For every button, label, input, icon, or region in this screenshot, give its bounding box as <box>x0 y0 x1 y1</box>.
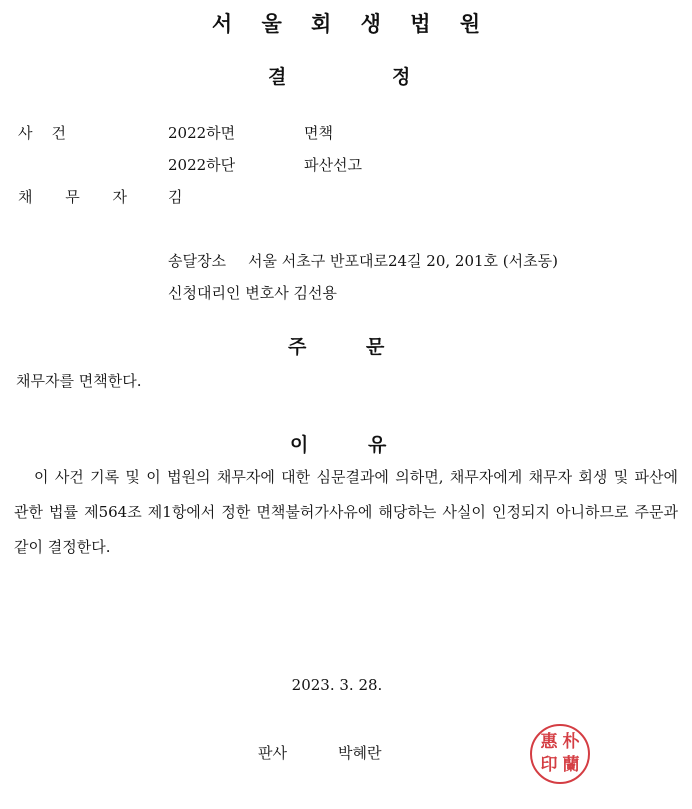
delivery-label: 송달장소 <box>168 252 226 270</box>
order-heading-right: 문 <box>366 336 385 358</box>
seal-char: 朴 <box>562 732 580 752</box>
judge-name: 박혜란 <box>338 744 382 762</box>
reason-heading-right: 유 <box>368 434 387 456</box>
court-name: 서 울 회 생 법 원 <box>211 12 492 36</box>
reason-heading-left: 이 <box>290 434 309 456</box>
document-title-right: 정 <box>392 66 411 88</box>
case-name-2: 파산선고 <box>304 156 362 174</box>
case-number-1: 2022하면 <box>168 124 236 142</box>
judge-title: 판사 <box>258 744 287 762</box>
order-text: 채무자를 면책한다. <box>16 372 142 390</box>
document-title-left: 결 <box>268 66 287 88</box>
seal-char: 蘭 <box>562 755 580 775</box>
seal-char: 惠 <box>540 732 558 752</box>
case-name-1: 면책 <box>304 124 333 142</box>
order-heading-left: 주 <box>288 336 307 358</box>
debtor-label: 채 무 자 <box>18 188 142 206</box>
delivery-address: 서울 서초구 반포대로24길 20, 201호 (서초동) <box>248 252 558 270</box>
case-number-2: 2022하단 <box>168 156 236 174</box>
case-label: 사 건 <box>18 124 67 142</box>
reason-text: 이 사건 기록 및 이 법원의 채무자에 대한 심문결과에 의하면, 채무자에게 채무자 회생 및 파산에 관한 법률 제564조 제1항에서 정한 면책불허가사유에 해당하는 사실이 인정되지 아니하므로 주문과 같이 결정한다. <box>14 468 678 556</box>
seal-char: 印 <box>540 755 558 775</box>
judge-seal <box>530 724 590 784</box>
agent: 신청대리인 변호사 김선용 <box>168 284 337 302</box>
decision-date: 2023. 3. 28. <box>291 676 383 694</box>
debtor-name: 김 <box>168 188 183 206</box>
